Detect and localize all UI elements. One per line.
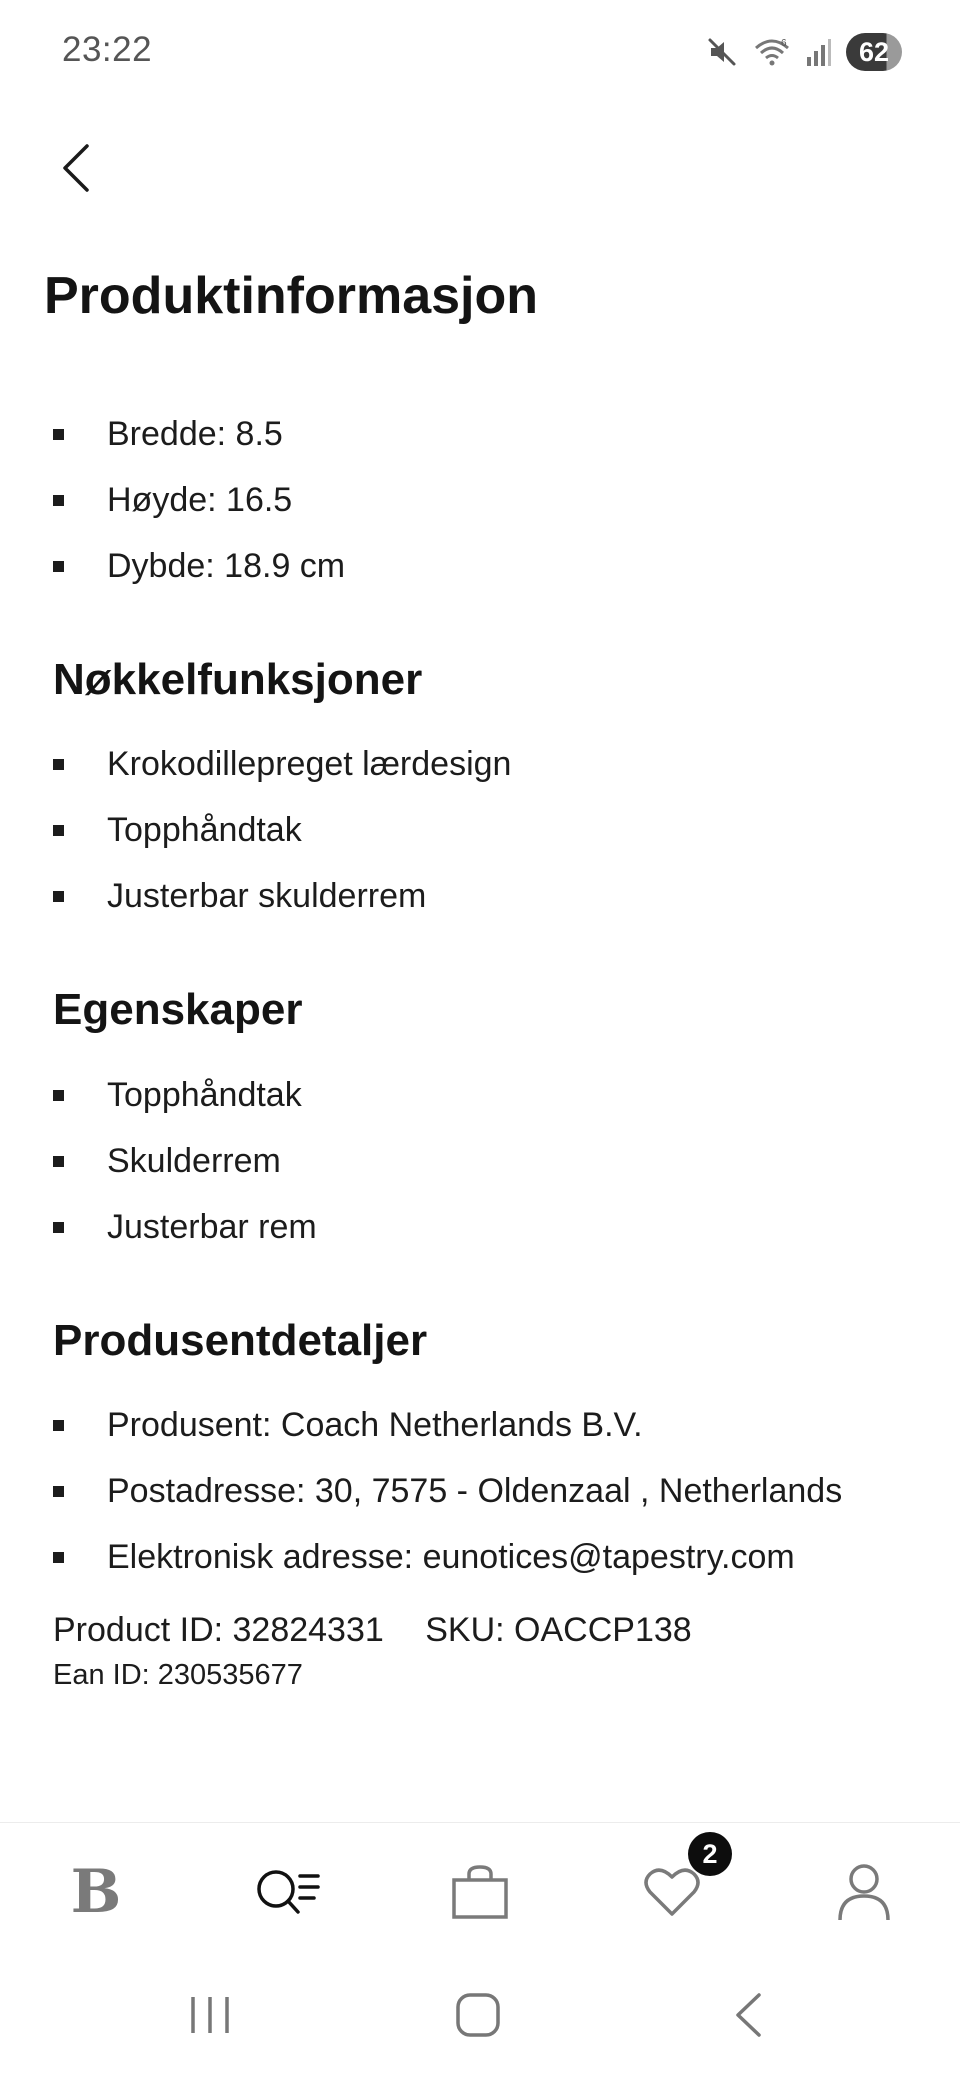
manufacturer-list bbox=[53, 1392, 842, 1590]
page-title: Produktinformasjon bbox=[44, 267, 539, 325]
recent-apps-button[interactable] bbox=[150, 1960, 270, 2070]
dimensions-list bbox=[53, 401, 345, 599]
list-item: Skulderrem bbox=[53, 1128, 317, 1194]
heart-icon bbox=[643, 1866, 701, 1918]
list-item: Topphåndtak bbox=[53, 1062, 317, 1128]
home-button[interactable] bbox=[418, 1960, 538, 2070]
status-icons bbox=[706, 32, 902, 72]
nav-search[interactable] bbox=[192, 1823, 384, 1961]
search-icon bbox=[254, 1866, 322, 1918]
properties-heading: Egenskaper bbox=[53, 985, 303, 1034]
nav-profile[interactable] bbox=[768, 1823, 960, 1961]
battery-icon: 62 bbox=[846, 33, 902, 71]
key-features-heading: Nøkkelfunksjoner bbox=[53, 655, 423, 704]
bag-icon bbox=[451, 1864, 509, 1920]
home-logo: B bbox=[70, 1857, 122, 1927]
list-item: Topphåndtak bbox=[53, 797, 511, 863]
status-bar bbox=[0, 0, 960, 104]
list-item: Høyde: 16.5 bbox=[53, 467, 345, 533]
bottom-nav bbox=[0, 1822, 960, 1960]
system-back-button[interactable] bbox=[688, 1960, 808, 2070]
list-item: Bredde: 8.5 bbox=[53, 401, 345, 467]
product-identifiers bbox=[53, 1611, 692, 1650]
list-item: Justerbar skulderrem bbox=[53, 863, 511, 929]
key-features-list bbox=[53, 731, 511, 929]
sku: SKU: OACCP138 bbox=[425, 1611, 692, 1649]
properties-list bbox=[53, 1062, 317, 1260]
list-item: Elektronisk adresse: eunotices@tapestry.com bbox=[53, 1524, 842, 1590]
system-nav-bar bbox=[0, 1960, 960, 2080]
list-item: Dybde: 18.9 cm bbox=[53, 533, 345, 599]
nav-home[interactable] bbox=[0, 1823, 192, 1961]
nav-bag[interactable] bbox=[384, 1823, 576, 1961]
chevron-left-icon bbox=[733, 1991, 763, 2039]
mute-icon bbox=[706, 36, 738, 68]
recent-apps-icon bbox=[187, 1994, 233, 2036]
list-item: Krokodillepreget lærdesign bbox=[53, 731, 511, 797]
ean-id: Ean ID: 230535677 bbox=[53, 1659, 303, 1691]
manufacturer-heading: Produsentdetaljer bbox=[53, 1316, 428, 1365]
profile-icon bbox=[836, 1862, 892, 1922]
status-time: 23:22 bbox=[62, 30, 153, 69]
list-item: Postadresse: 30, 7575 - Oldenzaal , Netherlands bbox=[53, 1458, 842, 1524]
wishlist-count-badge: 2 bbox=[688, 1832, 732, 1876]
home-icon bbox=[455, 1992, 501, 2038]
signal-icon bbox=[806, 37, 832, 67]
svg-text:6: 6 bbox=[781, 38, 787, 49]
list-item: Justerbar rem bbox=[53, 1194, 317, 1260]
nav-wishlist[interactable] bbox=[576, 1823, 768, 1961]
product-id: Product ID: 32824331 bbox=[53, 1611, 384, 1649]
wifi-icon bbox=[752, 36, 792, 68]
chevron-left-icon bbox=[59, 142, 93, 194]
back-button[interactable] bbox=[46, 136, 106, 200]
list-item: Produsent: Coach Netherlands B.V. bbox=[53, 1392, 842, 1458]
